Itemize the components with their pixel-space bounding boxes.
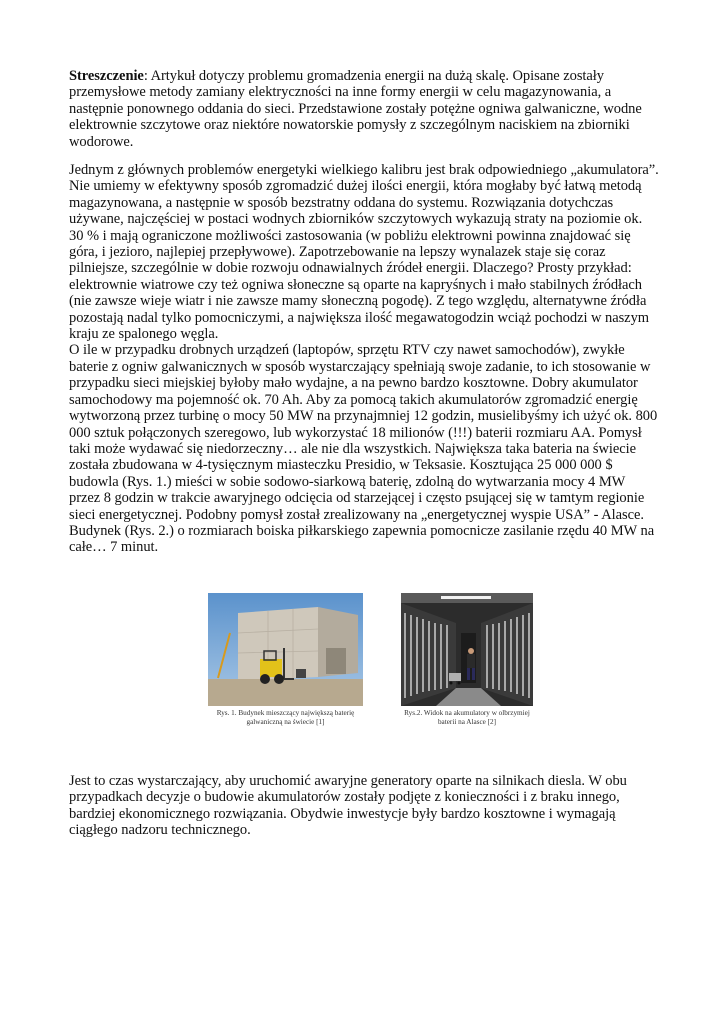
closing-section <box>69 773 659 839</box>
abstract-label: Streszczenie <box>69 68 144 84</box>
abstract-text: : Artykuł dotyczy problemu gromadzenia energii na dużą skalę. Opisane zostały przemysłowe metody zamiany elektryczności na inne formy energii w celu magazynowania, a następnie ponownego oddania do sieci. Przedstawione zostały potężne ogniwa galwaniczne, wodne elektrownie szczytowe oraz niektóre nowatorskie pomysły z szczególnym naciskiem na zbiorniki wodorowe. <box>69 68 642 150</box>
figure-1-caption: Rys. 1. Budynek mieszczący największą baterię galwaniczną na świecie [1] <box>216 709 355 726</box>
paragraph-3: Jest to czas wystarczający, aby uruchomić awaryjne generatory oparte na silnikach diesla. W obu przypadkach decyzje o budowie akumulatorów zostały podjęte z konieczności i z braku innego, bardziej ekonomicznego rozwiązania. Obydwie inwestycje były bardzo kosztowne i wymagają ciągłego nadzoru technicznego. <box>69 773 627 839</box>
paragraph-1: Jednym z głównych problemów energetyki wielkiego kalibru jest brak odpowiedniego „akumulatora”. Nie umiemy w efektywny sposób zgromadzić dużej ilości energii, która mogłaby być łatwą metodą magazynowana, a następnie w sposób bezstratny oddana do systemu. Rozwiązania dotychczas używane, najczęściej w postaci wodnych zbiorników szczytowych wykazują straty na poziomie ok. 30 % i mają ograniczone możliwości zastosowania (w pobliżu elektrowni powinna znajdować się góra, i jezioro, najlepiej przepływowe). Zapotrzebowanie na lepszy wynalazek staje się coraz pilniejsze, szczególnie w dobie rozwoju odnawialnych źródeł energii. Dlaczego? Prosty przykład: elektrownie wiatrowe czy też ogniwa słoneczne są oparte na kapryśnych i mało stabilnych źródłach (nie zawsze wieje wiatr i nie zawsze mamy słoneczną pogodę). Z tego względu, alternatywne źródła pozostają nadal tylko pomocniczymi, a największa ilość megawatogodzin wciąż pochodzi w naszym kraju ze spalonego węgla. <box>69 162 659 343</box>
body-section <box>69 162 659 556</box>
paragraph-2: O ile w przypadku drobnych urządzeń (laptopów, sprzętu RTV czy nawet samochodów), zwykłe baterie z ogniw galwanicznych w sposób wystarczający spełniają swoje zadanie, to ich stosowanie w przypadku sieci miejskiej byłoby mało wydajne, a na pewno bardzo kosztowne. Dobry akumulator samochodowy ma pojemność ok. 70 Ah. Aby za pomocą takich akumulatorów zgromadzić energię wytworzoną przez turbinę o mocy 50 MW na przynajmniej 12 godzin, musielibyśmy ich użyć ok. 800 000 sztuk połączonych szeregowo, lub wykorzystać 18 milionów (!!!) baterii rozmiaru AA. Pomysł taki może wydawać się niedorzeczny… ale nie dla wszystkich. Największa taka bateria na świecie została zbudowana w 4-tysięcznym miasteczku Presidio, w Teksasie. Kosztująca 25 000 000 $ budowla (Rys. 1.) mieści w sobie sodowo-siarkową baterię, zdolną do wytwarzania mocy 4 MW przez 8 godzin w trakcie awaryjnego odcięcia od starzejącej i często psującej się w tamtym regionie sieci energetycznej. Podobny pomysł został zrealizowany na „energetycznej wyspie USA” - Alasce. Budynek (Rys. 2.) o rozmiarach boiska piłkarskiego zapewnia pomocnicze zasilanie rzędu 40 MW na całe… 7 minut. <box>69 342 658 556</box>
figure-1 <box>208 593 363 726</box>
figure-2 <box>401 593 533 726</box>
figure-2-photo <box>401 593 533 706</box>
figure-2-caption: Rys.2. Widok na akumulatory w olbrzymiej baterii na Alasce [2] <box>404 709 530 726</box>
figure-1-photo <box>208 593 363 706</box>
abstract <box>69 68 659 150</box>
